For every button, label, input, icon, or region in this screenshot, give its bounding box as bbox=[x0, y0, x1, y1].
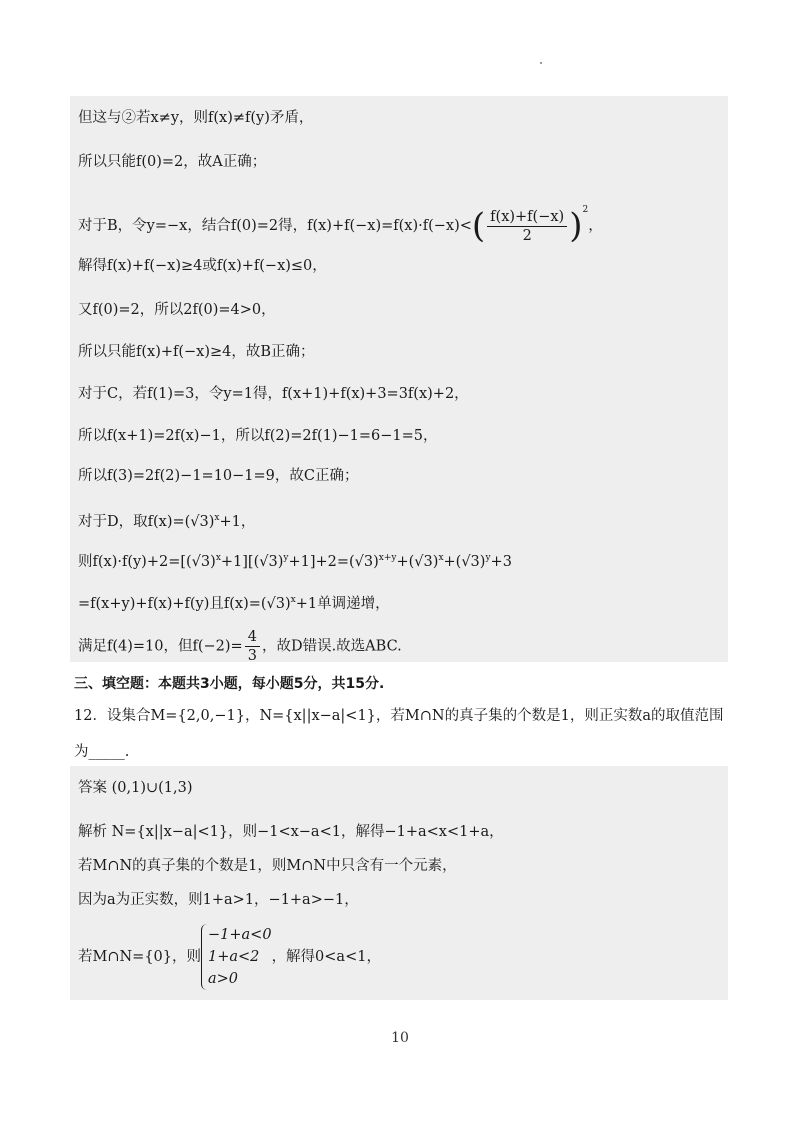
text-line-part: 对于B，令y=−x，结合f(0)=2得，f(x)+f(−x)=f(x)·f(−x)< bbox=[78, 218, 472, 234]
fraction-denominator: 2 bbox=[522, 227, 532, 244]
text-line-part: 对于D，取f(x)=(√3) bbox=[78, 513, 215, 530]
analysis-line: 若M∩N的真子集的个数是1，则M∩N中只含有一个元素， bbox=[78, 858, 457, 874]
paren-open: ( bbox=[471, 206, 486, 246]
solution-block-11 bbox=[70, 96, 728, 662]
inequality-system bbox=[201, 924, 272, 990]
question-text: 12．设集合M={2,0,−1}，N={x||x−a|<1}，若M∩N的真子集的个数是1，则正实数a的取值范围 bbox=[74, 708, 724, 724]
text-line: 解得f(x)+f(−x)≥4或f(x)+f(−x)≤0， bbox=[78, 258, 327, 274]
text-line-part: +(√3) bbox=[443, 553, 486, 570]
question-blank: 为_____. bbox=[74, 744, 130, 760]
analysis-line bbox=[78, 924, 381, 990]
fraction-numerator: 4 bbox=[245, 628, 260, 647]
section-heading: 三、填空题：本题共3小题，每小题5分，共15分. bbox=[74, 676, 385, 692]
exponent: x bbox=[290, 595, 296, 605]
text-line-part: =f(x+y)+f(x)+f(y)且f(x)=(√3) bbox=[78, 595, 291, 612]
text-line bbox=[78, 628, 402, 665]
answer-line: 答案 (0,1)∪(1,3) bbox=[78, 780, 193, 796]
text-line bbox=[78, 200, 603, 245]
fraction bbox=[245, 628, 260, 665]
text-line-part: 满足f(4)=10，但f(−2)= bbox=[78, 638, 243, 655]
text-line-part: +(√3) bbox=[396, 553, 439, 570]
text-line: 又f(0)=2，所以2f(0)=4>0， bbox=[78, 302, 276, 318]
page-number: 10 bbox=[391, 1030, 409, 1046]
text-line: 所以f(3)=2f(2)−1=10−1=9，故C正确； bbox=[78, 468, 359, 484]
text-line: 但这与②若x≠y，则f(x)≠f(y)矛盾， bbox=[78, 110, 314, 126]
exponent: y bbox=[283, 553, 289, 563]
analysis-line: 解析 N={x||x−a|<1}，则−1<x−a<1，解得−1+a<x<1+a， bbox=[78, 824, 504, 840]
exponent: x bbox=[214, 513, 220, 523]
text-line bbox=[78, 548, 512, 572]
text-line-part: ， bbox=[588, 218, 603, 234]
paren-close: ) bbox=[569, 206, 583, 246]
text-line bbox=[78, 590, 390, 614]
exponent: x bbox=[215, 553, 221, 563]
analysis-line: 因为a为正实数，则1+a>1，−1+a>−1， bbox=[78, 892, 359, 908]
fraction-denominator: 3 bbox=[247, 648, 257, 664]
exponent: x bbox=[438, 553, 444, 563]
text-line-part: +3 bbox=[490, 553, 512, 570]
text-line-part: +1单调递增， bbox=[295, 595, 390, 612]
text-line-part: ，故D错误.故选ABC. bbox=[261, 638, 402, 655]
fraction bbox=[487, 208, 567, 245]
text-line-part: +1]+2=(√3) bbox=[288, 553, 379, 570]
text-line-part: 若M∩N={0}，则 bbox=[78, 949, 202, 965]
text-line: 所以f(x+1)=2f(x)−1，所以f(2)=2f(1)−1=6−1=5， bbox=[78, 428, 438, 444]
inequality-row: 1+a<2 bbox=[208, 949, 260, 965]
exponent: 2 bbox=[582, 205, 589, 215]
inequality-row: a>0 bbox=[208, 971, 239, 987]
text-line-part: +1， bbox=[219, 513, 256, 530]
scan-speck bbox=[540, 62, 542, 64]
text-line-part: ，解得0<a<1， bbox=[271, 949, 381, 965]
text-line: 所以只能f(x)+f(−x)≥4，故B正确； bbox=[78, 344, 315, 360]
exponent: y bbox=[485, 553, 491, 563]
exponent: x+y bbox=[378, 553, 397, 563]
text-line bbox=[78, 508, 255, 532]
fraction-numerator: f(x)+f(−x) bbox=[487, 208, 567, 227]
text-line: 所以只能f(0)=2，故A正确； bbox=[78, 154, 267, 170]
text-line-part: 则f(x)·f(y)+2=[(√3) bbox=[78, 553, 216, 570]
text-line-part: +1][(√3) bbox=[220, 553, 284, 570]
text-line: 对于C，若f(1)=3，令y=1得，f(x+1)+f(x)+3=3f(x)+2， bbox=[78, 386, 469, 402]
inequality-row: −1+a<0 bbox=[208, 927, 272, 943]
